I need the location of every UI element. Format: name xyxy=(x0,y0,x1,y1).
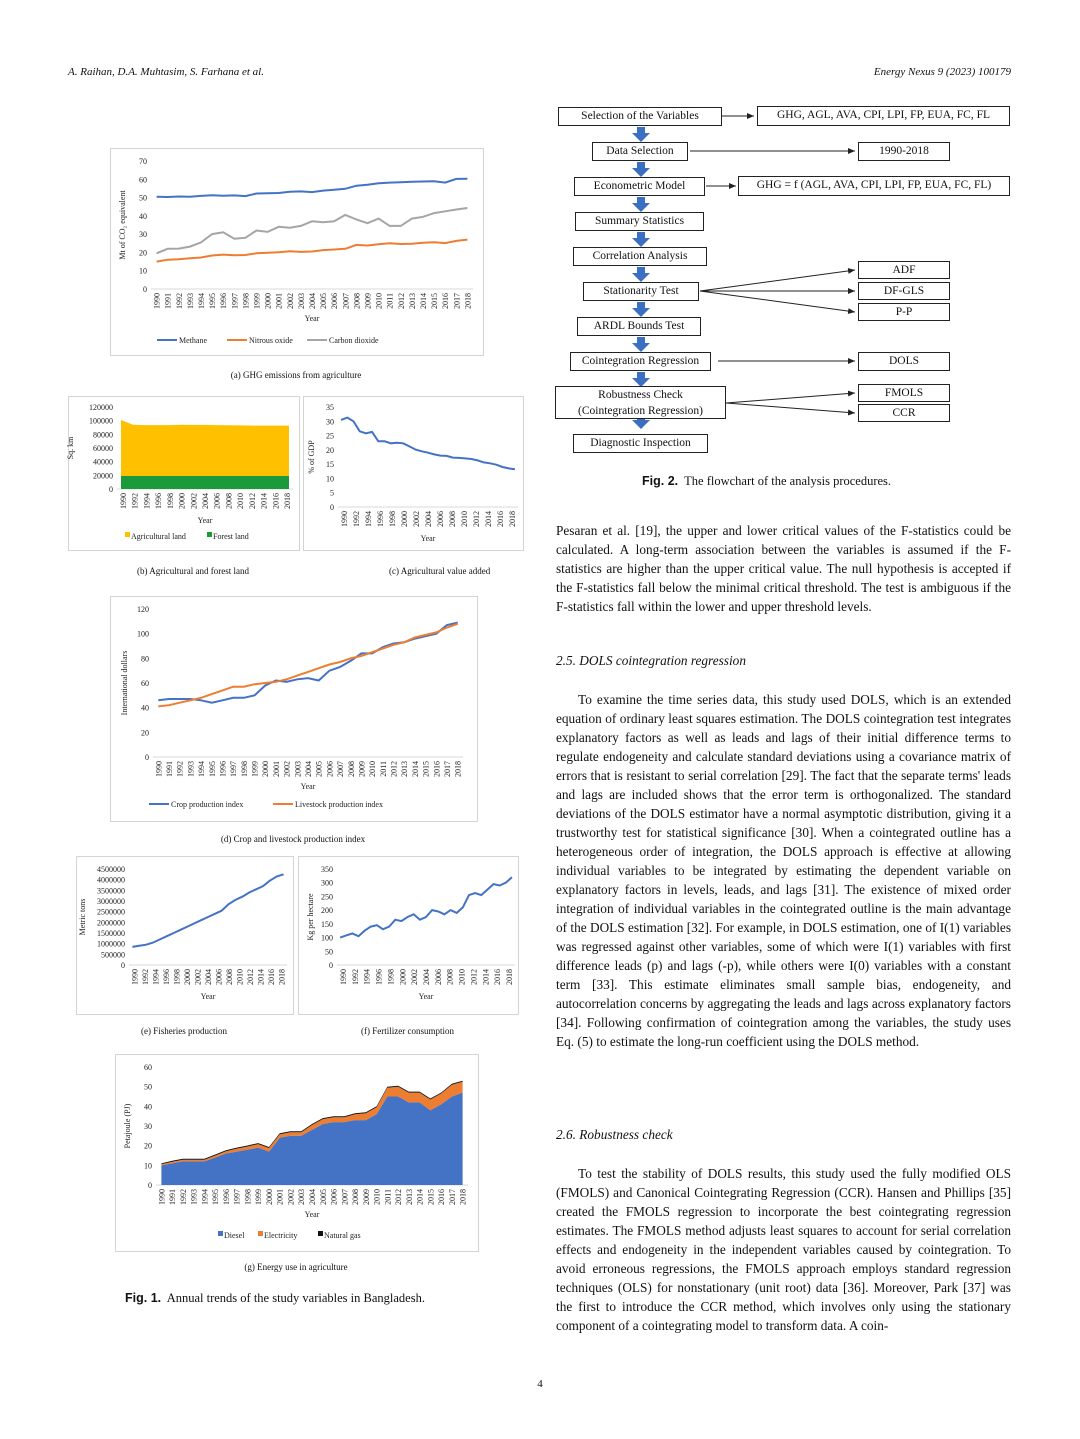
x-tick-label: 2000 xyxy=(177,493,187,509)
fig2-caption xyxy=(642,474,891,489)
x-tick-label: 2002 xyxy=(189,493,199,509)
x-tick-label: 2016 xyxy=(496,511,505,527)
x-tick-label: 2004 xyxy=(308,1189,317,1205)
y-tick-label: 100 xyxy=(137,629,149,639)
fig2-text: The flowchart of the analysis procedures. xyxy=(684,474,892,488)
chart-a xyxy=(110,148,484,356)
x-tick-label: 1994 xyxy=(200,1189,210,1205)
x-tick-label: 1991 xyxy=(168,1189,178,1205)
chart-b xyxy=(68,396,300,551)
y-tick-label: 70 xyxy=(139,157,147,166)
legend-swatch xyxy=(207,532,212,537)
x-tick-label: 2001 xyxy=(274,293,284,309)
legend-swatch xyxy=(125,532,130,537)
flow-step-ardl-bounds: ARDL Bounds Test xyxy=(577,317,701,336)
x-tick-label: 1990 xyxy=(157,1189,167,1205)
x-tick-label: 1993 xyxy=(186,761,196,777)
y-tick-label: 0 xyxy=(109,485,113,494)
y-tick-label: 1500000 xyxy=(97,929,125,938)
x-tick-label: 2014 xyxy=(415,1189,425,1205)
x-tick-label: 1993 xyxy=(189,1189,199,1205)
y-tick-label: 0 xyxy=(330,503,334,512)
x-tick-label: 2018 xyxy=(283,493,293,509)
x-tick-label: 2009 xyxy=(357,761,367,777)
legend-label: Livestock production index xyxy=(295,800,383,809)
x-tick-label: 1991 xyxy=(165,761,175,777)
y-axis-label: Mt of CO₂ equivalent xyxy=(118,190,127,260)
y-tick-label: 50 xyxy=(139,193,147,203)
x-tick-label: 1990 xyxy=(130,969,140,985)
x-tick-label: 1996 xyxy=(219,293,229,309)
y-tick-label: 60 xyxy=(141,679,149,688)
paragraph-2-text: To examine the time series data, this study used DOLS, which is an extended equation of ordinary least squares estimation. The DOLS cointegration test integrates explanatory factors as well as leads and lags of their initial difference terms to regulate endogeneity and calculate standard deviations using a covariance matrix of errors that is resistant to serial correlation [29]. The fact that the separate terms' leads and lags are included shows that the error term is orthogonalized. The standard deviations of the DOLS estimator have a normal asymptotic distribution, giving it a trustworthy test for statistical significance [30]. When a cointegrated outline has a heterogeneous order of integration, the DOLS approach is effective at allowing individual variables to be integrated by estimating the dependent variable on explanatory factors in levels, leads, and lags [31]. The existence of mixed order integration of individual variables in the cointegrated outline is the main advantage of the DOLS estimation [32]. For example, in DOLS estimation, one of I(1) variables was regressed against other variables, some of which were I(1) variables with first difference leads (p) and lags (-p), while others were I(0) variables with a constant term [33]. This estimate eliminates small sample bias, endogeneity, and autocorrelation concerns by aggregating the leads and lags across explanatory factors [34]. Following confirmation of cointegration among the variables, the study uses Eq. (5) to estimate the long-run coefficient using the DOLS method. xyxy=(556,692,1011,1049)
x-tick-label: 1996 xyxy=(221,1189,231,1205)
x-tick-label: 2010 xyxy=(372,1189,382,1205)
x-tick-label: 2010 xyxy=(236,493,246,509)
y-axis-label: International dollars xyxy=(120,650,129,716)
chart-f xyxy=(298,856,519,1015)
x-tick-label: 2007 xyxy=(336,761,346,777)
x-tick-label: 2011 xyxy=(385,293,395,309)
flow-step-econometric-model: Econometric Model xyxy=(574,177,705,196)
y-tick-label: 25 xyxy=(326,431,334,441)
x-tick-label: 2007 xyxy=(340,1189,350,1205)
x-tick-label: 1998 xyxy=(243,1189,253,1205)
flow-step-selection: Selection of the Variables xyxy=(558,107,722,126)
header-journal: Energy Nexus 9 (2023) 100179 xyxy=(873,66,1011,78)
y-tick-label: 0 xyxy=(329,961,333,970)
series-line-crop-production-index xyxy=(158,623,457,703)
x-tick-label: 2008 xyxy=(224,493,234,509)
x-tick-label: 1995 xyxy=(208,293,218,309)
x-axis-label: Year xyxy=(420,534,436,543)
flow-box-fmols: FMOLS xyxy=(858,384,950,402)
flow-step-summary-statistics: Summary Statistics xyxy=(575,212,704,231)
x-tick-label: 1996 xyxy=(374,969,384,985)
y-tick-label: 4500000 xyxy=(97,865,125,874)
flow-box-dfgls: DF-GLS xyxy=(858,282,950,300)
x-tick-label: 1996 xyxy=(154,493,164,509)
x-tick-label: 1997 xyxy=(229,761,239,777)
x-tick-label: 1990 xyxy=(118,493,128,509)
y-tick-label: 100 xyxy=(321,933,333,943)
y-tick-label: 15 xyxy=(326,460,334,470)
x-tick-label: 1997 xyxy=(230,293,240,309)
x-tick-label: 2002 xyxy=(285,293,295,309)
x-tick-label: 2012 xyxy=(396,293,406,309)
x-tick-label: 2002 xyxy=(410,969,420,985)
x-tick-label: 1998 xyxy=(239,761,249,777)
legend-swatch xyxy=(218,1231,223,1236)
x-tick-label: 1998 xyxy=(386,969,396,985)
x-tick-label: 2008 xyxy=(352,293,362,309)
x-tick-label: 2017 xyxy=(452,293,462,309)
x-tick-label: 2008 xyxy=(448,511,457,527)
x-tick-label: 2015 xyxy=(426,1189,436,1205)
flow-step-robustness-check: Robustness Check (Cointegration Regression) xyxy=(555,386,726,419)
flow-step-stationarity-test: Stationarity Test xyxy=(583,282,699,301)
header-authors: A. Raihan, D.A. Muhtasim, S. Farhana et al. xyxy=(68,66,264,78)
y-tick-label: 500000 xyxy=(101,950,125,960)
y-tick-label: 200 xyxy=(321,906,333,916)
legend-label: Agricultural land xyxy=(131,532,186,541)
y-tick-label: 10 xyxy=(139,266,147,276)
x-tick-label: 2012 xyxy=(389,761,399,777)
x-tick-label: 2018 xyxy=(453,761,463,777)
x-tick-label: 2005 xyxy=(318,1189,328,1205)
x-tick-label: 2018 xyxy=(505,969,515,985)
page-number: 4 xyxy=(537,1378,543,1390)
x-tick-label: 2018 xyxy=(458,1189,468,1205)
y-tick-label: 50 xyxy=(325,947,333,957)
x-tick-label: 2010 xyxy=(374,293,384,309)
x-tick-label: 2008 xyxy=(445,969,455,985)
x-tick-label: 2013 xyxy=(404,1189,414,1205)
y-axis-label: Sq. km xyxy=(66,436,75,460)
x-axis-label: Year xyxy=(300,782,316,791)
x-tick-label: 2001 xyxy=(271,761,281,777)
x-tick-label: 2015 xyxy=(430,293,440,309)
x-tick-label: 1999 xyxy=(254,1189,264,1205)
chart-g xyxy=(115,1054,479,1252)
legend-label: Methane xyxy=(179,336,207,345)
x-tick-label: 1990 xyxy=(338,969,348,985)
legend-label: Nitrous oxide xyxy=(249,336,293,345)
x-tick-label: 2014 xyxy=(256,969,266,985)
x-tick-label: 1995 xyxy=(211,1189,221,1205)
series-line-methane xyxy=(157,179,468,197)
x-tick-label: 1992 xyxy=(130,493,140,509)
x-tick-label: 1996 xyxy=(376,511,385,527)
x-tick-label: 2012 xyxy=(247,493,257,509)
legend-label: Crop production index xyxy=(171,800,244,809)
x-tick-label: 2004 xyxy=(204,969,213,985)
x-tick-label: 2013 xyxy=(400,761,410,777)
section-heading-2-6: 2.6. Robustness check xyxy=(556,1127,673,1142)
x-tick-label: 2008 xyxy=(225,969,235,985)
x-tick-label: 1998 xyxy=(241,293,251,309)
x-tick-label: 2004 xyxy=(422,969,431,985)
x-tick-label: 2007 xyxy=(341,293,351,309)
flow-box-pp: P-P xyxy=(858,303,950,321)
x-tick-label: 2013 xyxy=(407,293,417,309)
y-tick-label: 2000000 xyxy=(97,918,125,928)
y-tick-label: 10 xyxy=(326,474,334,484)
x-tick-label: 2002 xyxy=(412,511,421,527)
x-tick-label: 2004 xyxy=(424,511,433,527)
caption-g: (g) Energy use in agriculture xyxy=(244,1262,348,1272)
area-forest-land xyxy=(121,476,289,489)
x-tick-label: 1992 xyxy=(352,511,361,527)
y-tick-label: 60000 xyxy=(93,444,113,453)
x-tick-label: 1996 xyxy=(161,969,171,985)
flow-box-variables: GHG, AGL, AVA, CPI, LPI, FP, EUA, FC, FL xyxy=(757,106,1010,126)
legend-label: Diesel xyxy=(224,1231,245,1240)
x-tick-label: 1998 xyxy=(165,493,175,509)
paragraph-2 xyxy=(556,690,1011,1051)
x-tick-label: 2018 xyxy=(508,511,517,527)
y-tick-label: 20 xyxy=(326,445,334,455)
x-tick-label: 1998 xyxy=(172,969,182,985)
legend-swatch xyxy=(258,1231,263,1236)
x-tick-label: 2010 xyxy=(235,969,245,985)
legend-label: Carbon dioxide xyxy=(329,336,379,345)
y-tick-label: 50 xyxy=(144,1082,152,1092)
y-tick-label: 40 xyxy=(141,703,149,713)
flow-step-correlation-analysis: Correlation Analysis xyxy=(573,247,707,266)
series-line-fertilizer-consumption xyxy=(340,877,512,937)
x-tick-label: 2011 xyxy=(378,761,388,777)
x-tick-label: 1990 xyxy=(154,761,164,777)
x-tick-label: 2006 xyxy=(436,511,445,527)
legend-label: Natural gas xyxy=(324,1231,361,1240)
x-tick-label: 2012 xyxy=(469,969,479,985)
x-tick-label: 2018 xyxy=(463,293,473,309)
y-tick-label: 150 xyxy=(321,919,333,929)
fig2-label: Fig. 2. xyxy=(642,474,679,488)
x-tick-label: 1999 xyxy=(252,293,262,309)
y-tick-label: 20 xyxy=(139,248,147,258)
y-tick-label: 0 xyxy=(143,285,147,294)
flow-box-ccr: CCR xyxy=(858,404,950,422)
flow-step-diagnostic-inspection: Diagnostic Inspection xyxy=(573,434,708,453)
x-tick-label: 2006 xyxy=(433,969,443,985)
x-tick-label: 1997 xyxy=(232,1189,242,1205)
x-tick-label: 2003 xyxy=(293,761,303,777)
x-tick-label: 2016 xyxy=(437,1189,447,1205)
paragraph-3 xyxy=(556,1164,1011,1335)
caption-c: (c) Agricultural value added xyxy=(389,566,491,576)
paragraph-1 xyxy=(556,521,1011,616)
x-tick-label: 2000 xyxy=(182,969,192,985)
x-tick-label: 2012 xyxy=(472,511,481,527)
x-tick-label: 2002 xyxy=(282,761,292,777)
fig1-caption xyxy=(125,1291,425,1306)
x-tick-label: 2008 xyxy=(351,1189,361,1205)
chart-e xyxy=(76,856,294,1015)
x-tick-label: 2012 xyxy=(246,969,256,985)
y-tick-label: 2500000 xyxy=(97,907,125,917)
stack-diesel xyxy=(161,1093,462,1185)
x-tick-label: 2000 xyxy=(263,293,273,309)
y-tick-label: 20000 xyxy=(93,471,113,481)
x-tick-label: 2015 xyxy=(421,761,431,777)
x-tick-label: 2014 xyxy=(484,511,493,527)
x-axis-label: Year xyxy=(304,1210,320,1219)
x-tick-label: 2010 xyxy=(368,761,378,777)
x-tick-label: 1992 xyxy=(140,969,150,985)
y-tick-label: 60 xyxy=(144,1063,152,1072)
y-tick-label: 40 xyxy=(139,211,147,221)
x-tick-label: 2006 xyxy=(329,1189,339,1205)
flow-box-dols: DOLS xyxy=(858,352,950,371)
x-tick-label: 2016 xyxy=(441,293,451,309)
section-heading-2-5: 2.5. DOLS cointegration regression xyxy=(556,653,746,668)
legend-label: Forest land xyxy=(213,532,249,541)
caption-a: (a) GHG emissions from agriculture xyxy=(230,370,362,380)
x-tick-label: 2016 xyxy=(432,761,442,777)
y-tick-label: 60 xyxy=(139,175,147,185)
x-axis-label: Year xyxy=(197,516,213,525)
x-tick-label: 1994 xyxy=(362,969,372,985)
legend-swatch xyxy=(318,1231,323,1236)
x-tick-label: 1995 xyxy=(207,761,217,777)
x-tick-label: 2000 xyxy=(398,969,408,985)
y-tick-label: 5 xyxy=(330,488,334,498)
x-tick-label: 1992 xyxy=(175,761,185,777)
y-tick-label: 10 xyxy=(144,1161,152,1171)
x-tick-label: 2010 xyxy=(460,511,469,527)
legend-label: Electricity xyxy=(264,1231,298,1240)
series-line-nitrous-oxide xyxy=(157,240,468,262)
y-tick-label: 30 xyxy=(144,1122,152,1131)
y-tick-label: 30 xyxy=(326,417,334,427)
y-axis-label: Kg per hectare xyxy=(306,893,315,941)
x-tick-label: 1990 xyxy=(340,511,349,527)
x-tick-label: 2001 xyxy=(275,1189,285,1205)
x-tick-label: 2011 xyxy=(383,1189,393,1205)
y-axis-label: % of GDP xyxy=(307,440,316,474)
y-tick-label: 1000000 xyxy=(97,939,125,949)
y-tick-label: 20 xyxy=(144,1141,152,1151)
x-tick-label: 2018 xyxy=(277,969,287,985)
x-tick-label: 2004 xyxy=(304,761,313,777)
x-tick-label: 2014 xyxy=(419,293,429,309)
y-tick-label: 100000 xyxy=(89,416,113,426)
y-tick-label: 3500000 xyxy=(97,886,125,896)
y-tick-label: 40 xyxy=(144,1102,152,1112)
y-tick-label: 35 xyxy=(326,403,334,412)
paragraph-1-text: Pesaran et al. [19], the upper and lower critical values of the F-statistics could be calculated. A long-term association between the variables is assumed if the F-statistics are higher than the upper critical value. The null hypothesis is accepted if the F-statistics fall below the minimal critical threshold. The test is ambiguous if the F-statistics fall within the lower and upper threshold levels. xyxy=(556,523,1011,614)
chart-d xyxy=(110,596,478,822)
x-tick-label: 1994 xyxy=(142,493,152,509)
x-tick-label: 1999 xyxy=(250,761,260,777)
x-tick-label: 2004 xyxy=(201,493,210,509)
x-tick-label: 2014 xyxy=(481,969,491,985)
series-line-carbon-dioxide xyxy=(157,208,468,253)
x-axis-label: Year xyxy=(304,314,320,323)
x-tick-label: 2000 xyxy=(264,1189,274,1205)
y-axis-label: Petajoule (PJ) xyxy=(123,1103,132,1149)
x-tick-label: 2009 xyxy=(363,293,373,309)
x-tick-label: 2004 xyxy=(308,293,317,309)
x-tick-label: 1994 xyxy=(364,511,373,527)
x-tick-label: 2014 xyxy=(410,761,420,777)
x-tick-label: 2016 xyxy=(271,493,281,509)
x-tick-label: 1994 xyxy=(196,293,206,309)
x-tick-label: 1991 xyxy=(163,293,173,309)
y-tick-label: 250 xyxy=(321,892,333,902)
caption-f: (f) Fertilizer consumption xyxy=(361,1026,454,1036)
x-tick-label: 1992 xyxy=(350,969,360,985)
x-tick-label: 2005 xyxy=(319,293,329,309)
x-tick-label: 2006 xyxy=(214,969,224,985)
y-tick-label: 40000 xyxy=(93,457,113,467)
x-tick-label: 2000 xyxy=(400,511,409,527)
x-tick-label: 2002 xyxy=(193,969,203,985)
y-tick-label: 300 xyxy=(321,878,333,888)
x-tick-label: 2005 xyxy=(314,761,324,777)
y-tick-label: 30 xyxy=(139,230,147,240)
flow-step-data-selection: Data Selection xyxy=(592,142,688,161)
x-tick-label: 2012 xyxy=(394,1189,404,1205)
caption-d: (d) Crop and livestock production index xyxy=(220,834,366,844)
y-tick-label: 0 xyxy=(148,1181,152,1190)
y-tick-label: 4000000 xyxy=(97,875,125,885)
x-tick-label: 1998 xyxy=(388,511,397,527)
x-tick-label: 2006 xyxy=(212,493,222,509)
x-tick-label: 1992 xyxy=(174,293,184,309)
y-tick-label: 80000 xyxy=(93,430,113,440)
flow-box-period: 1990-2018 xyxy=(858,142,950,161)
paragraph-3-text: To test the stability of DOLS results, this study used the fully modified OLS (FMOLS) and Canonical Cointegrating Regression (CCR). Hansen and Phillips [35] created the FMOLS regression to incorporate the best cointegrating regression estimates. The FMOLS method adjusts least squares to account for serial correlation effects and endogeneity in the independent variables caused by cointegration. To avoid erroneous regressions, the FMOLS approach employs standard regression techniques (OLS) for nonstationary (unit root) data [36]. Moreover, Park [37] was the first to introduce the CCR method, which involves only using the stationary component of a cointegrating model to transform data. A coin- xyxy=(556,1166,1011,1333)
y-tick-label: 80 xyxy=(141,654,149,664)
y-tick-label: 350 xyxy=(321,865,333,874)
flow-step-cointegration-regression: Cointegration Regression xyxy=(570,352,711,371)
x-tick-label: 2014 xyxy=(259,493,269,509)
x-tick-label: 1992 xyxy=(178,1189,188,1205)
x-tick-label: 2017 xyxy=(447,1189,457,1205)
series-line-fisheries-production xyxy=(132,874,283,947)
y-axis-label: Metric tons xyxy=(78,898,87,936)
x-tick-label: 2002 xyxy=(286,1189,296,1205)
x-tick-label: 2003 xyxy=(297,1189,307,1205)
flow-box-adf: ADF xyxy=(858,261,950,279)
fig1-text: Annual trends of the study variables in Bangladesh. xyxy=(166,1291,425,1305)
flow-box-model: GHG = f (AGL, AVA, CPI, LPI, FP, EUA, FC, FL) xyxy=(738,176,1010,196)
chart-c xyxy=(303,396,524,551)
x-tick-label: 2008 xyxy=(346,761,356,777)
y-tick-label: 3000000 xyxy=(97,897,125,906)
x-tick-label: 1996 xyxy=(218,761,228,777)
x-tick-label: 2003 xyxy=(296,293,306,309)
x-axis-label: Year xyxy=(200,992,216,1001)
series-line-agricultural-value-added xyxy=(341,418,515,470)
y-tick-label: 0 xyxy=(145,753,149,762)
x-tick-label: 2016 xyxy=(493,969,503,985)
x-tick-label: 2017 xyxy=(442,761,452,777)
x-tick-label: 2010 xyxy=(457,969,467,985)
x-tick-label: 2000 xyxy=(261,761,271,777)
x-tick-label: 1994 xyxy=(197,761,207,777)
caption-e: (e) Fisheries production xyxy=(141,1026,227,1036)
x-tick-label: 2006 xyxy=(325,761,335,777)
x-tick-label: 2009 xyxy=(361,1189,371,1205)
x-tick-label: 1994 xyxy=(151,969,161,985)
y-tick-label: 120000 xyxy=(89,403,113,412)
y-tick-label: 120 xyxy=(137,605,149,614)
caption-b: (b) Agricultural and forest land xyxy=(137,566,249,576)
x-tick-label: 2016 xyxy=(267,969,277,985)
fig1-label: Fig. 1. xyxy=(125,1291,162,1305)
x-tick-label: 2006 xyxy=(330,293,340,309)
x-tick-label: 1993 xyxy=(185,293,195,309)
y-tick-label: 0 xyxy=(121,961,125,970)
x-axis-label: Year xyxy=(418,992,434,1001)
x-tick-label: 1990 xyxy=(152,293,162,309)
series-line-livestock-production-index xyxy=(158,624,457,707)
y-tick-label: 20 xyxy=(141,728,149,738)
